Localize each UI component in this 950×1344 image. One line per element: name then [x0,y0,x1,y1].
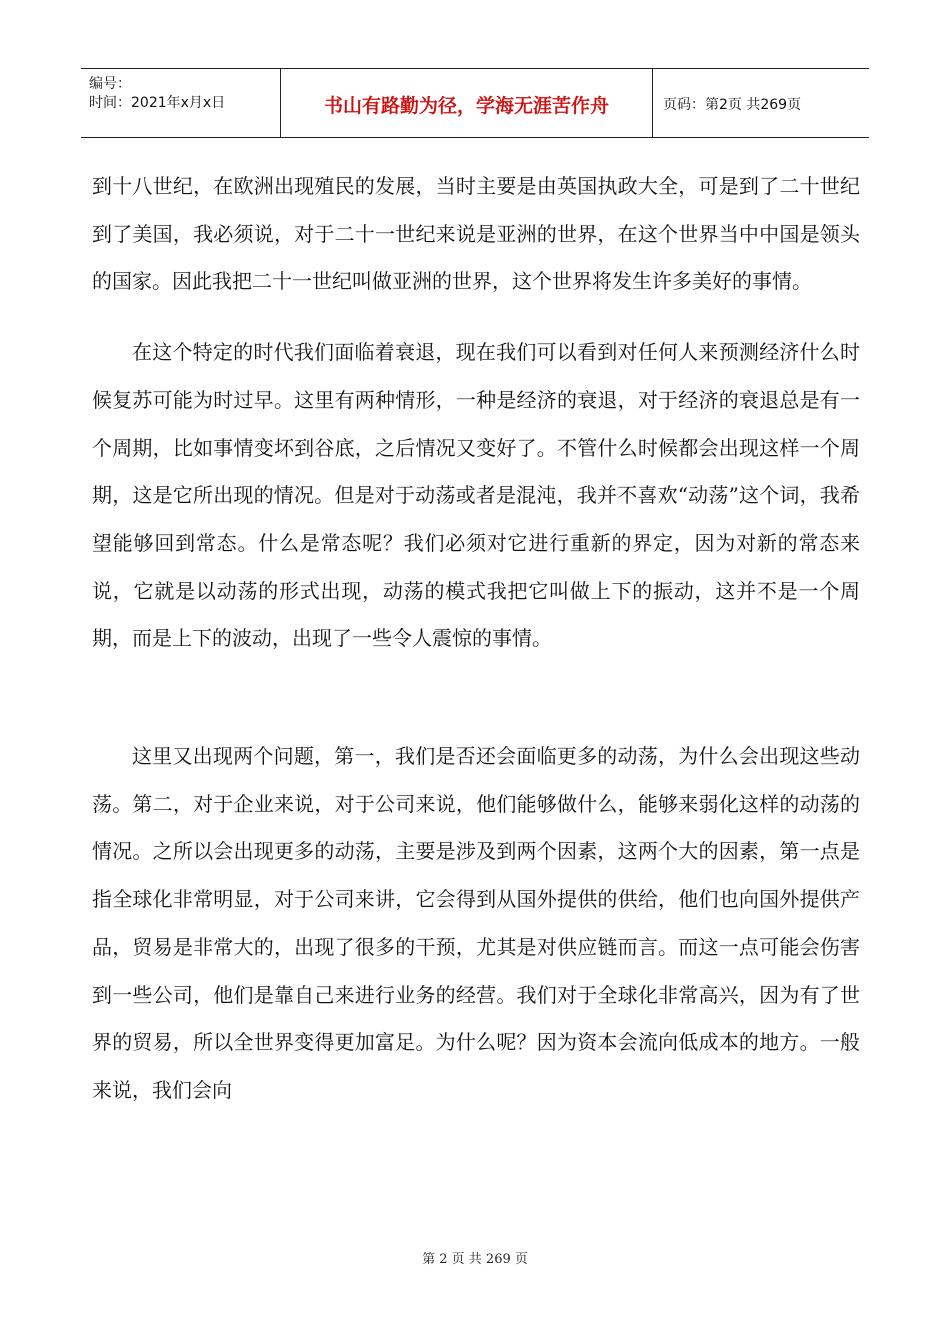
document-body [92,163,860,1115]
doc-number-label: 编号： [89,76,131,92]
doc-time-label: 时间：2021年x月x日 [89,95,226,111]
paragraph-2: 在这个特定的时代我们面临着衰退，现在我们可以看到对任何人来预测经济什么时候复苏可能为时过早。这里有两种情形，一种是经济的衰退，对于经济的衰退总是有一个周期，比如事情变坏到谷底，之后情况又变好了。不管什么时候都会出现这样一个周期，这是它所出现的情况。但是对于动荡或者是混沌，我并不喜欢“动荡”这个词，我希望能够回到常态。什么是常态呢？我们必须对它进行重新的界定，因为对新的常态来说，它就是以动荡的形式出现，动荡的模式我把它叫做上下的振动，这并不是一个周期，而是上下的波动，出现了一些令人震惊的事情。 [92,340,860,651]
header-page-label: 页码：第2页 共269页 [663,97,802,113]
document-header [81,68,869,138]
paragraph-3: 这里又出现两个问题，第一，我们是否还会面临更多的动荡，为什么会出现这些动荡。第二，对于企业来说，对于公司来说，他们能够做什么，能够来弱化这样的动荡的情况。之所以会出现更多的动荡，主要是涉及到两个因素，这两个大的因素，第一点是指全球化非常明显，对于公司来讲，它会得到从国外提供的供给，他们也向国外提供产品，贸易是非常大的，出现了很多的干预，尤其是对供应链而言。而这一点可能会伤害到一些公司，他们是靠自己来进行业务的经营。我们对于全球化非常高兴，因为有了世界的贸易，所以全世界变得更加富足。为什么呢？因为资本会流向低成本的地方。一般来说，我们会向 [92,744,860,1102]
paragraph-1: 到十八世纪，在欧洲出现殖民的发展，当时主要是由英国执政大全，可是到了二十世纪到了美国，我必须说，对于二十一世纪来说是亚洲的世界，在这个世界当中中国是领头的国家。因此我把二十一世纪叫做亚洲的世界，这个世界将发生许多美好的事情。 [92,174,860,294]
page-footer: 第 2 页 共 269 页 [422,1252,528,1267]
header-motto: 书山有路勤为径，学海无涯苦作舟 [281,69,653,137]
header-meta [81,69,281,137]
